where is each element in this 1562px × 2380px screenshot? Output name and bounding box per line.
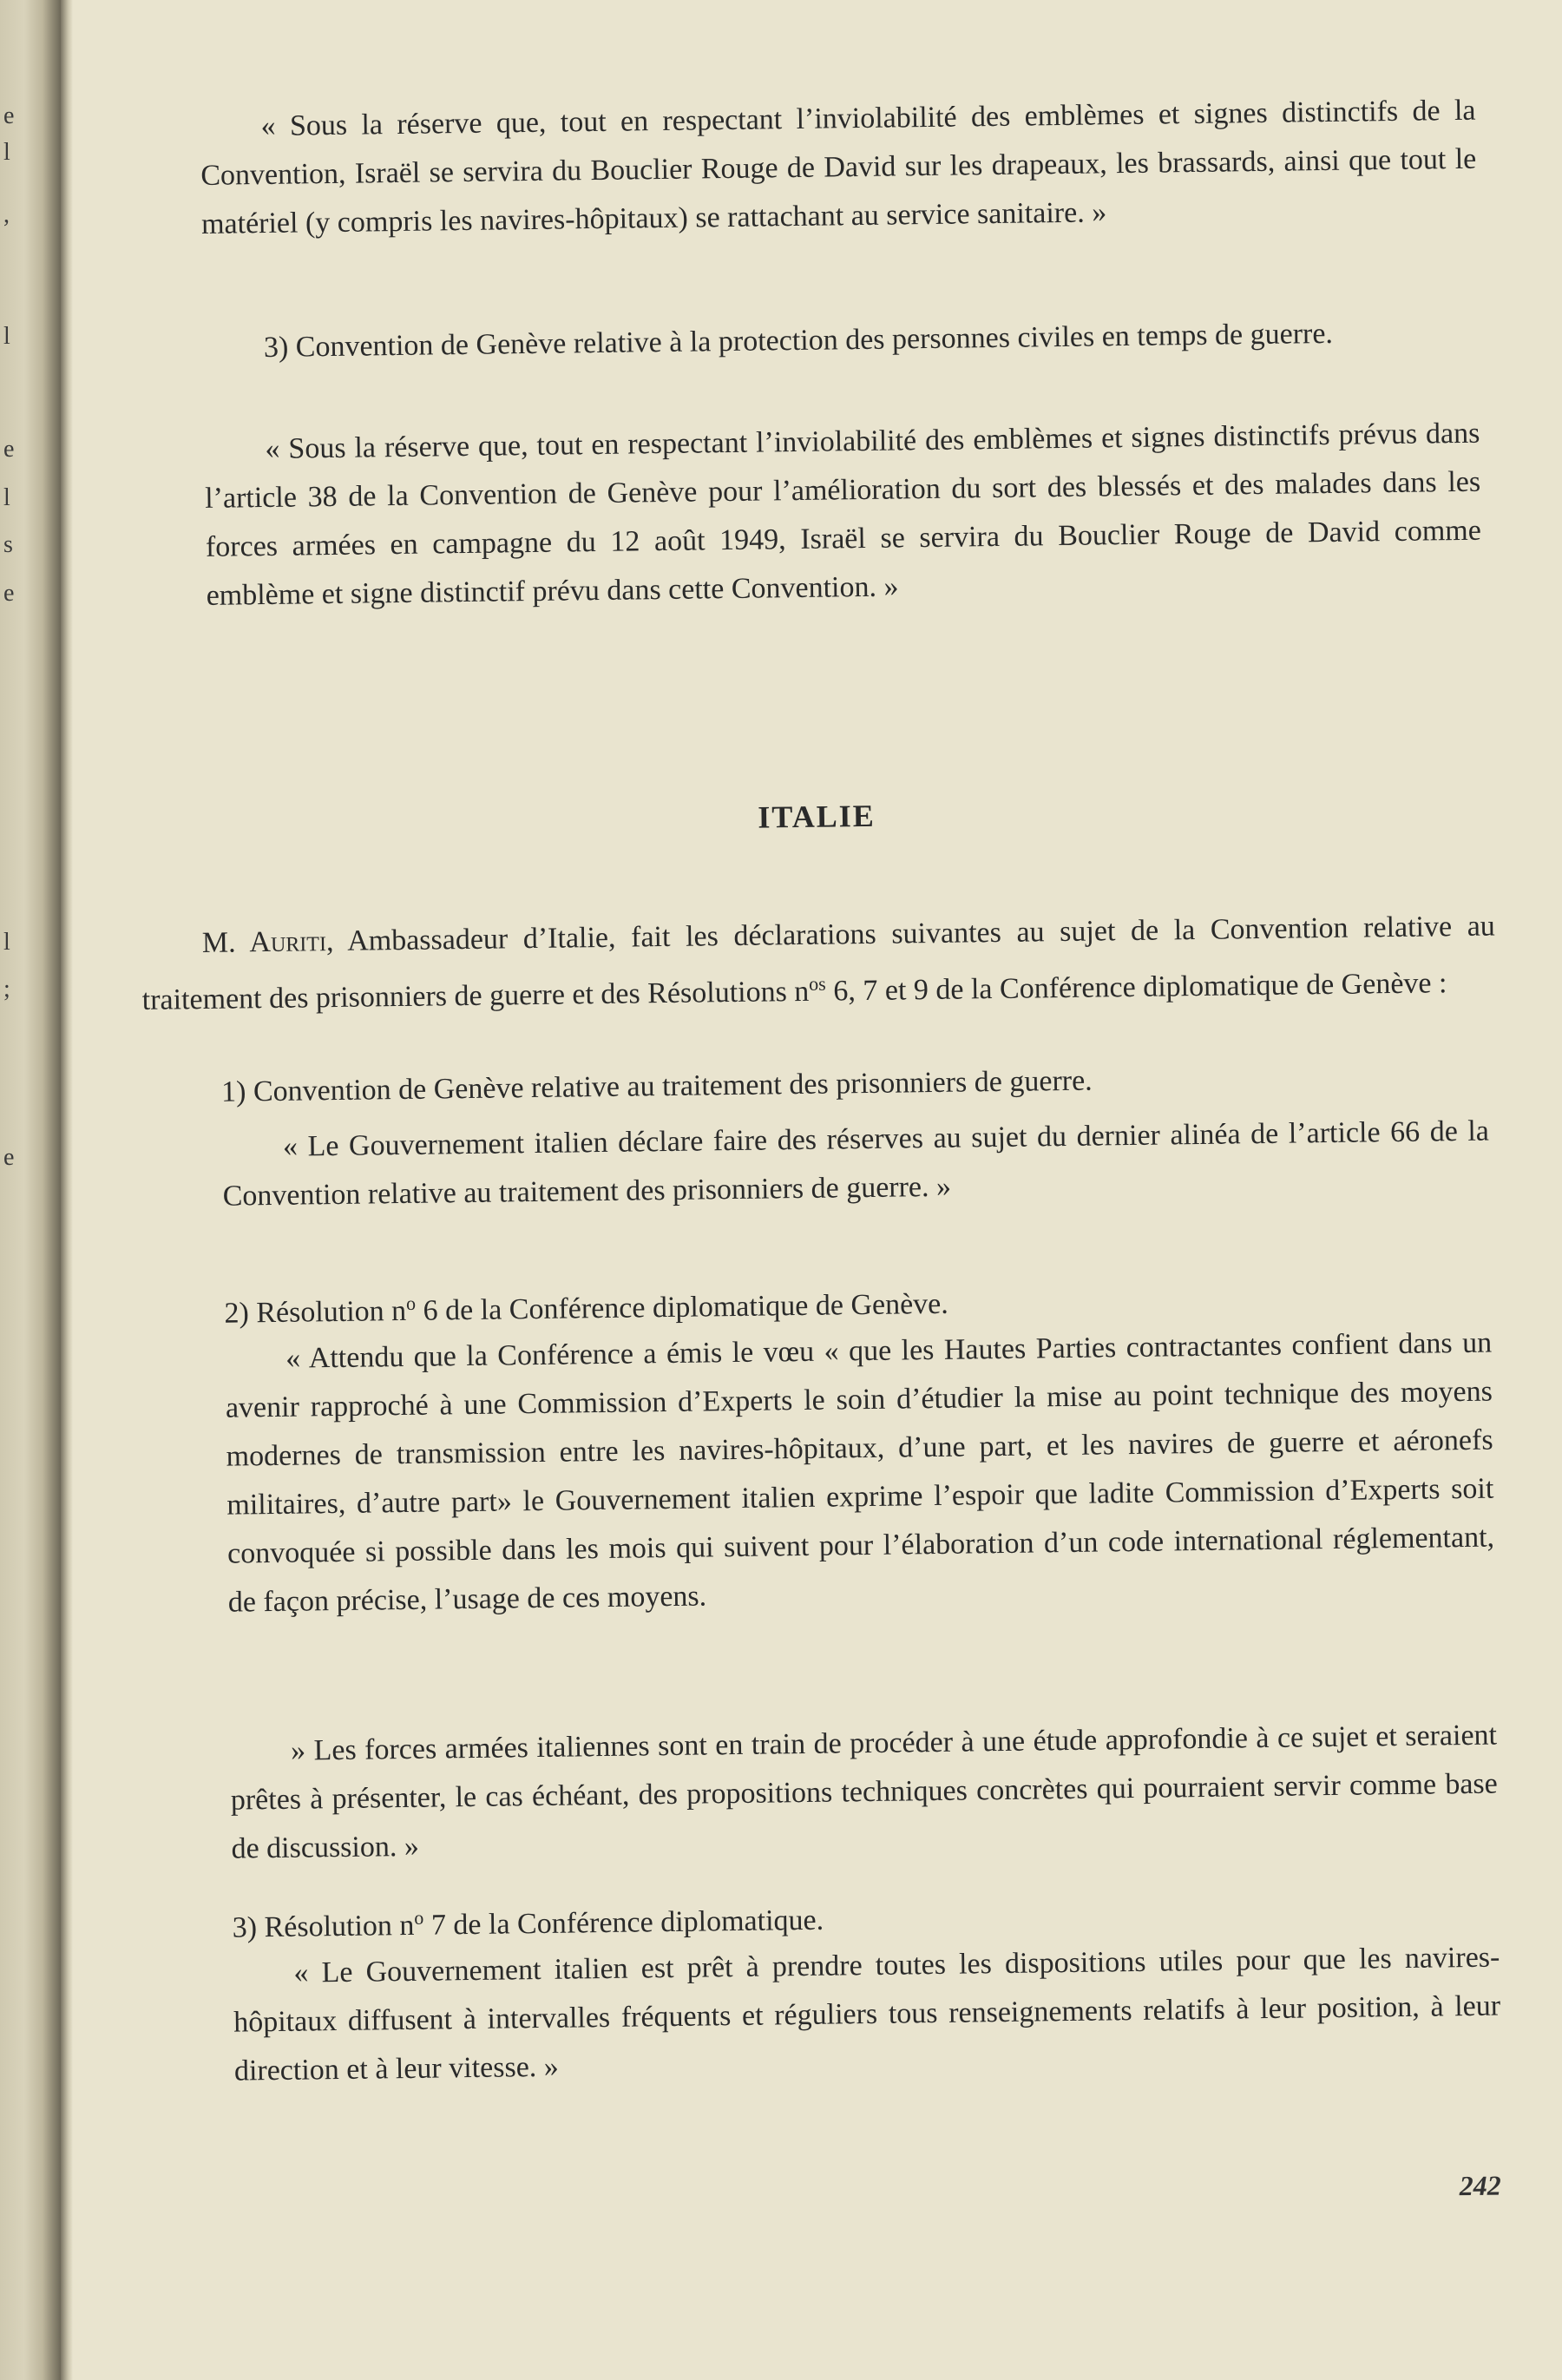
- superscript: os: [809, 972, 826, 995]
- paragraph-israel-reservation-2: « Sous la réserve que, tout en respectant l’inviolabilité des emblèmes et signes distinctifs prévus dans l’article 38 de la Convention de Genève pour l’amélioration du sort des blessés et des malades dans les forces armées en campagne du 12 août 1949, Israël se servira du Bouclier Rouge de David comme emblème et signe distinctif prévu dans cette Convention. »: [204, 417, 1482, 612]
- item-2-prefix: 2) Résolution n: [224, 1294, 407, 1330]
- margin-fragment: ,: [3, 201, 10, 228]
- paragraph-israel-reservation-1: « Sous la réserve que, tout en respectant l’inviolabilité des emblèmes et signes distinctifs de la Convention, Israël se servira du Bouclier Rouge de David sur les drapeaux, les brassards, ainsi que tout le matériel (y compris les navires-hôpitaux) se rattachant au service sanitaire. »: [200, 94, 1477, 240]
- margin-fragment: e: [3, 436, 15, 463]
- item-3-prefix: 3) Résolution n: [232, 1909, 415, 1944]
- margin-fragment: e: [3, 102, 15, 129]
- item-2-suffix: 6 de la Conférence diplomatique de Genève.: [415, 1287, 949, 1327]
- superscript: o: [414, 1906, 424, 1929]
- paragraph-article-66-reservation: « Le Gouvernement italien déclare faire des réserves au sujet du dernier alinéa de l’article 66 de la Convention relative au traitement des prisonniers de guerre. »: [222, 1114, 1490, 1213]
- item-1-heading: 1) Convention de Genève relative au traitement des prisonniers de guerre.: [220, 1064, 1093, 1108]
- document-page: [130, 69, 1513, 2344]
- paragraph-auriti-declaration: [141, 902, 1496, 1024]
- margin-fragment: l: [3, 929, 10, 956]
- declaration-text: Ambassadeur d’Italie, fait les déclarations suivantes au sujet de la Convention relative au traitement des prisonniers de guerre et des Résolutions n: [141, 910, 1496, 1016]
- superscript: o: [405, 1292, 417, 1314]
- margin-fragment: ;: [3, 976, 10, 1003]
- margin-fragment: s: [3, 531, 13, 558]
- paragraph-convention-civiles: 3) Convention de Genève relative à la protection des personnes civiles en temps de guerre.: [263, 317, 1334, 365]
- adjacent-page-margin-fragments: [2, 0, 23, 2380]
- page-number: 242: [1459, 2169, 1502, 2202]
- paragraph-resolution-7: « Le Gouvernement italien est prêt à prendre toutes les dispositions utiles pour que les navires-hôpitaux diffusent à intervalles fréquents et réguliers tous renseignements relatifs à leur position, à leur direction et à leur vitesse. »: [233, 1941, 1501, 2087]
- margin-fragment: e: [3, 580, 15, 607]
- margin-fragment: l: [3, 323, 10, 350]
- margin-fragment: l: [3, 484, 10, 511]
- paragraph-forces-armees: » Les forces armées italiennes sont en train de procéder à une étude approfondie à ce sujet et seraient prêtes à présenter, le cas échéant, des propositions techniques concrètes qui pourraient servir comme base de discussion. »: [230, 1719, 1498, 1865]
- paragraph-resolution-6: « Attendu que la Conférence a émis le vœu « que les Hautes Parties contractantes confient dans un avenir rapproché à une Commission d’Experts le soin d’étudier la mise au point technique des moyens modernes de transmission entre les navires-hôpitaux, d’une part, et les navires de guerre et aéronefs militaires, d’autre part» le Gouvernement italien exprime l’espoir que ladite Commission d’Experts soit convoquée si possible dans les mois qui suivent pour l’élaboration d’un code international réglementant, de façon précise, l’usage de ces moyens.: [225, 1326, 1495, 1619]
- margin-fragment: e: [3, 1144, 15, 1171]
- margin-fragment: l: [3, 139, 10, 166]
- speaker-name: M. Auriti,: [201, 925, 334, 959]
- declaration-tail: 6, 7 et 9 de la Conférence diplomatique de Genève :: [825, 967, 1447, 1008]
- binding-edge: [61, 0, 73, 2380]
- item-3-suffix: 7 de la Conférence diplomatique.: [423, 1903, 824, 1942]
- section-heading-italie: ITALIE: [758, 798, 876, 835]
